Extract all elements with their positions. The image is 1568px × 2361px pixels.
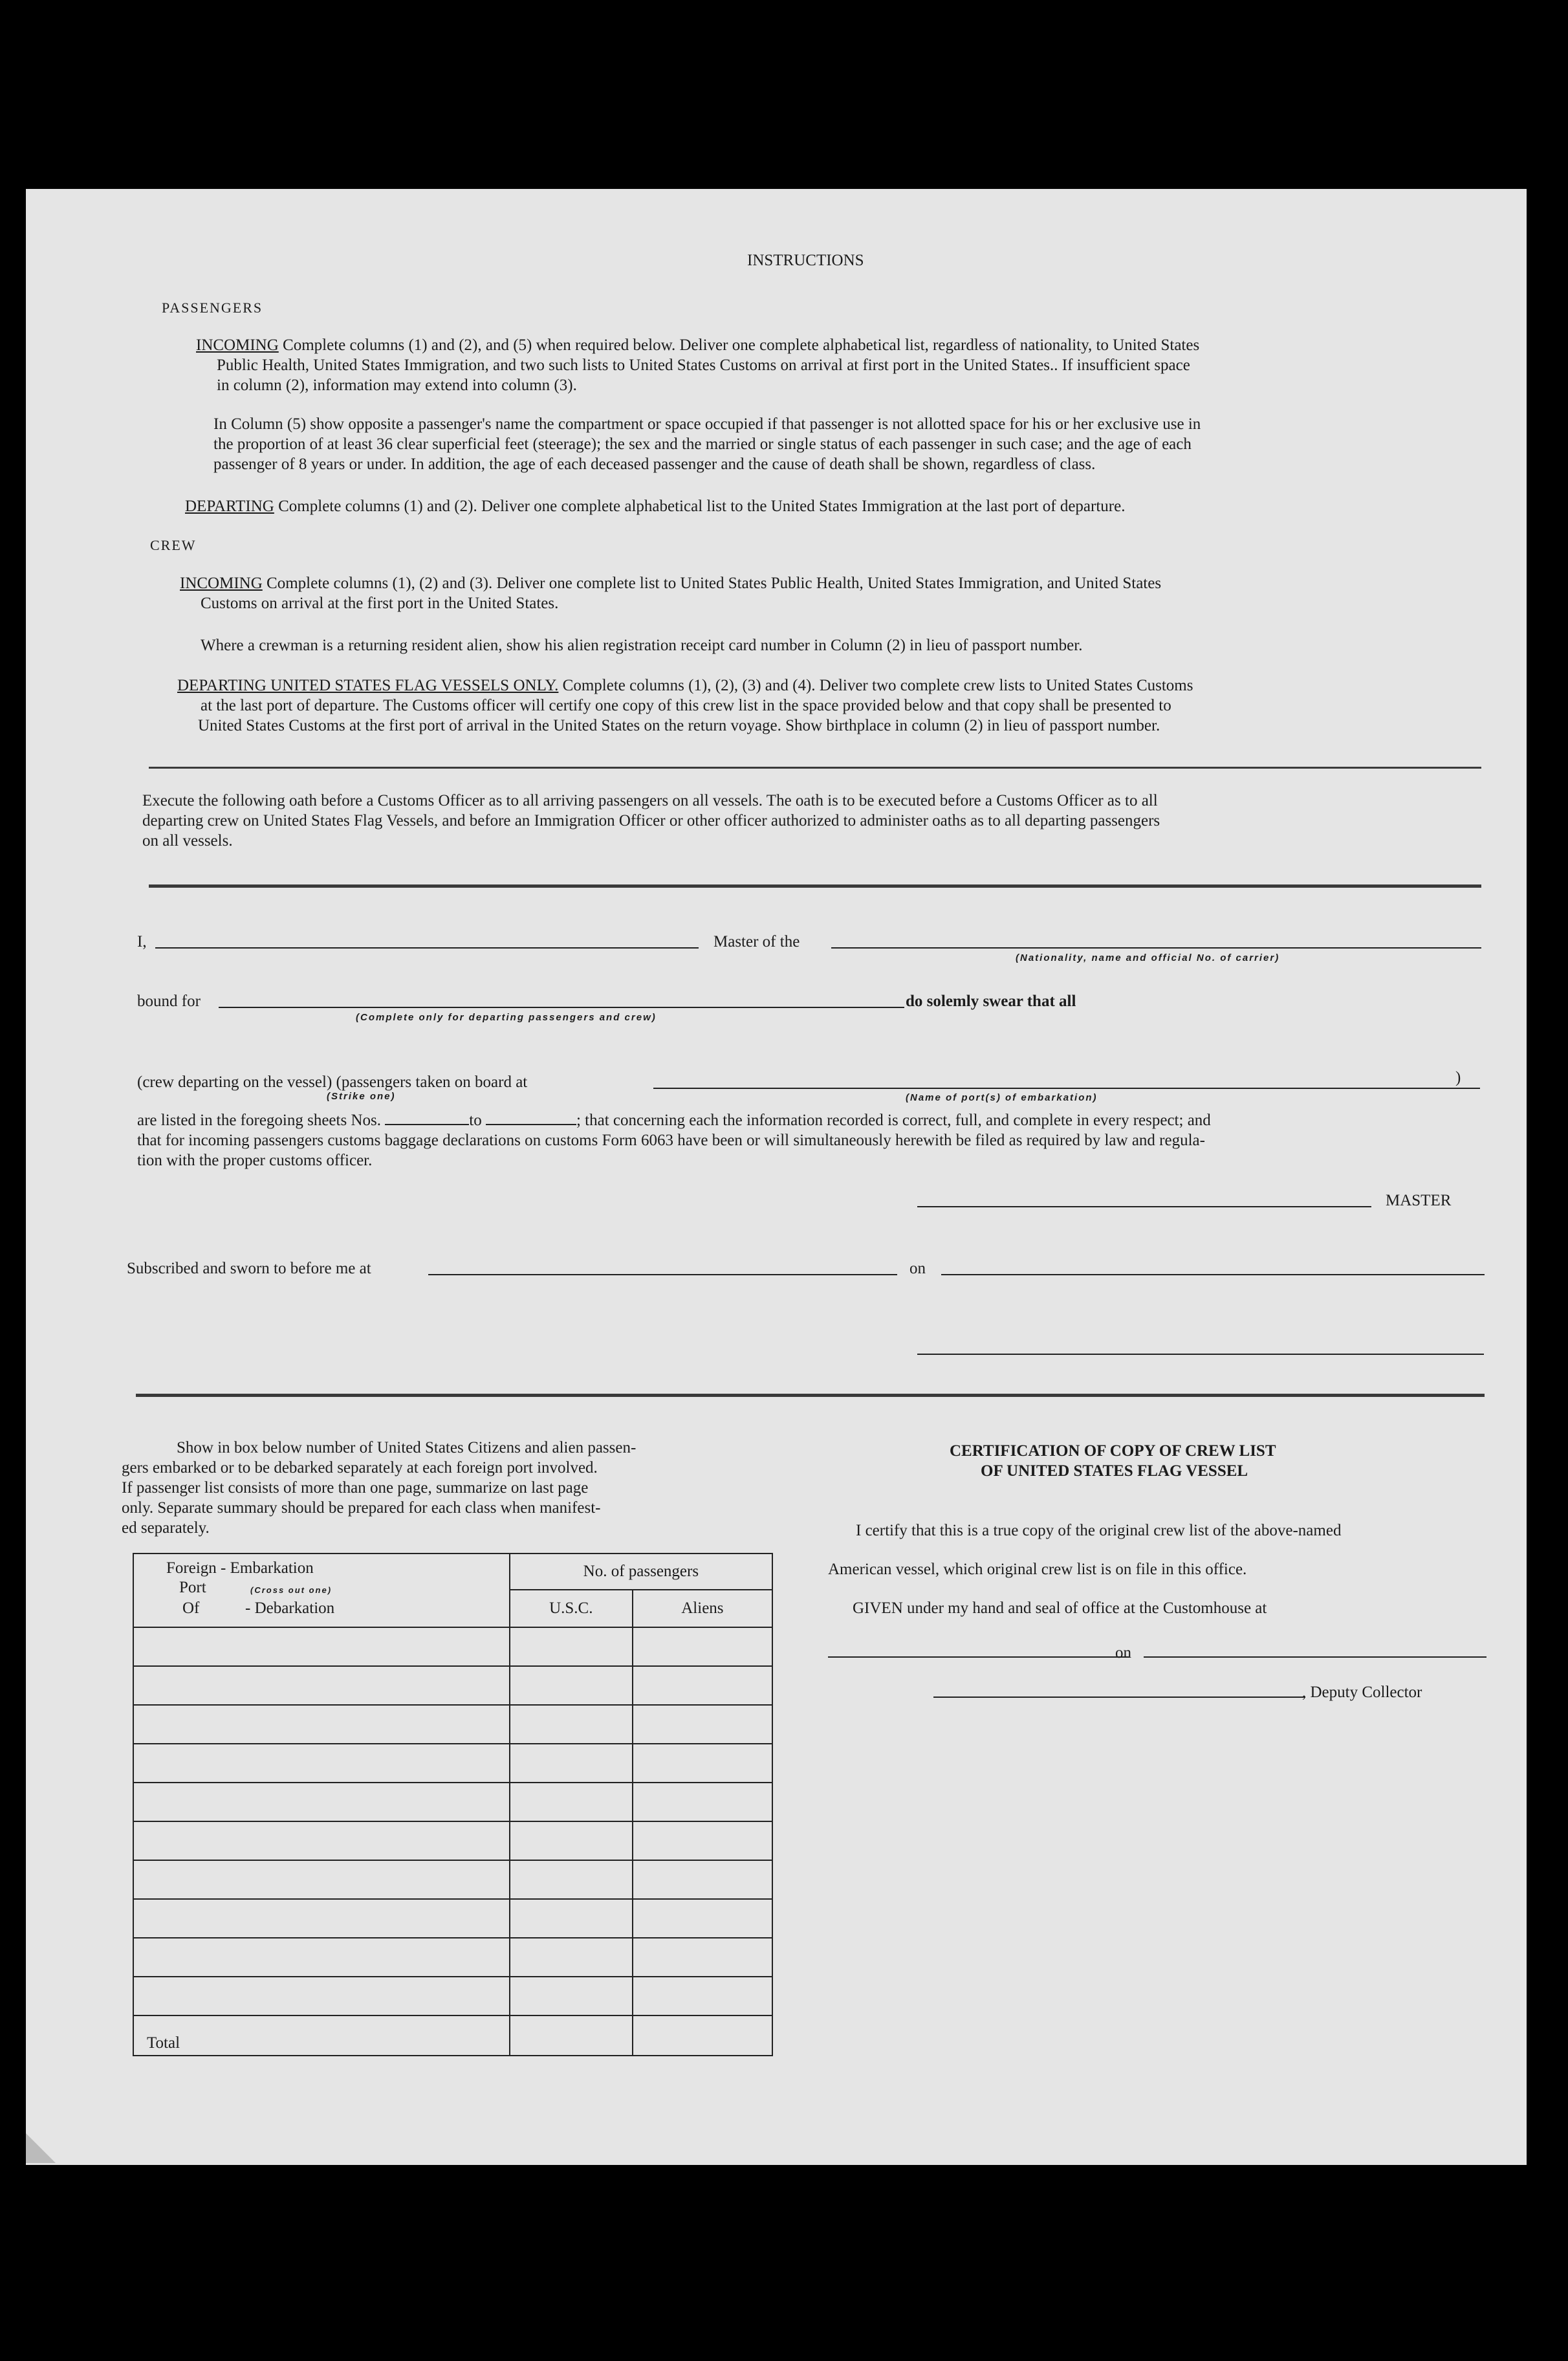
- crew-incoming-line2: Customs on arrival at the first port in the United States.: [201, 595, 559, 612]
- certification-text3: GIVEN under my hand and seal of office at the Customhouse at: [853, 1599, 1267, 1617]
- crew-incoming-line1: [180, 573, 1161, 593]
- port-cell[interactable]: [133, 1666, 510, 1705]
- table-row: [133, 1627, 772, 1666]
- listed-text-b: ; that concerning each the information recorded is correct, full, and complete in every respect; and: [576, 1112, 1211, 1129]
- port-cell[interactable]: [133, 1783, 510, 1821]
- aliens-cell[interactable]: [633, 1666, 772, 1705]
- usc-cell[interactable]: [510, 1627, 633, 1666]
- passengers-incoming-text1: Complete columns (1) and (2), and (5) when required below. Deliver one complete alphabetical list, regardless of nationality, to United States: [283, 336, 1200, 354]
- usc-cell[interactable]: [510, 1705, 633, 1744]
- crew-flag-line1: [177, 675, 1193, 696]
- column5-line3: passenger of 8 years or under. In addition, the age of each deceased passenger and the cause of death shall be shown, regardless of class.: [213, 456, 1096, 473]
- crew-flag-line2: at the last port of departure. The Customs officer will certify one copy of this crew list in the space provided below and that copy shall be presented to: [201, 697, 1171, 714]
- form-page: [26, 189, 1527, 2165]
- certification-title-line1: CERTIFICATION OF COPY OF CREW LIST: [950, 1442, 1276, 1460]
- ports-hint: (Name of port(s) of embarkation): [906, 1092, 1098, 1103]
- usc-total-cell[interactable]: [510, 2015, 633, 2056]
- table-row: [133, 1705, 772, 1744]
- usc-cell[interactable]: [510, 1938, 633, 1977]
- usc-cell[interactable]: [510, 1744, 633, 1783]
- passengers-departing-text: Complete columns (1) and (2). Deliver one complete alphabetical list to the United States Immigration at the last port of departure.: [278, 498, 1126, 515]
- aliens-cell[interactable]: [633, 1899, 772, 1938]
- close-paren: ): [1455, 1069, 1461, 1086]
- bound-for-label: bound for: [137, 993, 201, 1010]
- deputy-signature-field[interactable]: [933, 1697, 1305, 1698]
- total-label: Total: [133, 2015, 510, 2056]
- summary-line5: ed separately.: [122, 1519, 210, 1537]
- master-name-field[interactable]: [155, 947, 699, 949]
- port-header-cross: (Cross out one): [250, 1585, 332, 1595]
- aliens-header: Aliens: [633, 1590, 772, 1627]
- passengers-departing-line: [185, 496, 1125, 516]
- listed-line3: tion with the proper customs officer.: [137, 1152, 373, 1169]
- complete-hint: (Complete only for departing passengers and crew): [356, 1012, 657, 1023]
- table-row: [133, 1744, 772, 1783]
- passengers-heading: PASSENGERS: [162, 300, 263, 316]
- port-cell[interactable]: [133, 1899, 510, 1938]
- total-row: [133, 2015, 772, 2056]
- carrier-field[interactable]: [831, 947, 1481, 949]
- aliens-total-cell[interactable]: [633, 2015, 772, 2056]
- port-header-line3: - Debarkation: [245, 1599, 335, 1617]
- listed-to: to: [469, 1112, 482, 1129]
- oath-i-label: I,: [137, 933, 147, 950]
- crew-flag-label: DEPARTING UNITED STATES FLAG VESSELS ONLY.: [177, 677, 559, 694]
- port-header-line1: Foreign - Embarkation: [166, 1559, 314, 1577]
- aliens-cell[interactable]: [633, 1627, 772, 1666]
- sworn-place-field[interactable]: [428, 1274, 897, 1275]
- listed-line1: [137, 1110, 1211, 1130]
- master-signature-field[interactable]: [917, 1206, 1371, 1207]
- crew-heading: CREW: [150, 537, 197, 553]
- folded-corner: [26, 2133, 56, 2163]
- passengers-incoming-line3: in column (2), information may extend into column (3).: [217, 377, 577, 394]
- aliens-cell[interactable]: [633, 1860, 772, 1899]
- summary-line4: only. Separate summary should be prepared for each class when manifest-: [122, 1499, 601, 1517]
- port-header-cell: [133, 1554, 510, 1627]
- certification-on-label: on: [1115, 1644, 1131, 1662]
- aliens-cell[interactable]: [633, 1705, 772, 1744]
- table-row: [133, 1899, 772, 1938]
- crew-flag-line3: United States Customs at the first port of arrival in the United States on the return voyage. Show birthplace in column (2) in lieu of passport number.: [198, 717, 1160, 734]
- table-row: [133, 1821, 772, 1860]
- aliens-cell[interactable]: [633, 1744, 772, 1783]
- table-row: [133, 1783, 772, 1821]
- port-cell[interactable]: [133, 1744, 510, 1783]
- listed-text-a: are listed in the foregoing sheets Nos.: [137, 1112, 381, 1129]
- port-cell[interactable]: [133, 1860, 510, 1899]
- passenger-summary-table: [133, 1553, 773, 2056]
- deputy-collector-label: , Deputy Collector: [1302, 1684, 1422, 1701]
- usc-cell[interactable]: [510, 1860, 633, 1899]
- master-of-label: Master of the: [713, 933, 800, 950]
- passengers-departing-label: DEPARTING: [185, 498, 274, 515]
- section-divider: [149, 767, 1481, 769]
- customhouse-field[interactable]: [828, 1656, 1129, 1658]
- summary-line3: If passenger list consists of more than one page, summarize on last page: [122, 1479, 589, 1497]
- sworn-date-field[interactable]: [941, 1274, 1485, 1275]
- table-row: [133, 1977, 772, 2015]
- page-title: INSTRUCTIONS: [747, 252, 864, 269]
- oath-instruction-line1: Execute the following oath before a Customs Officer as to all arriving passengers on all vessels. The oath is to be executed before a Customs Officer as to all: [142, 792, 1158, 809]
- listed-line2: that for incoming passengers customs baggage declarations on customs Form 6063 have been or will simultaneously herewith be filed as required by law and regula-: [137, 1132, 1205, 1149]
- port-header-of: Of: [182, 1599, 200, 1617]
- nationality-hint: (Nationality, name and official No. of carrier): [1016, 952, 1280, 963]
- aliens-cell[interactable]: [633, 1783, 772, 1821]
- column5-line1: In Column (5) show opposite a passenger's name the compartment or space occupied if that passenger is not allotted space for his or her exclusive use in: [213, 415, 1201, 433]
- certification-text1: I certify that this is a true copy of the original crew list of the above-named: [856, 1522, 1342, 1539]
- bound-for-field[interactable]: [219, 1007, 904, 1008]
- crew-incoming-label: INCOMING: [180, 575, 263, 592]
- sworn-on-label: on: [909, 1260, 926, 1277]
- passengers-incoming-line1: [196, 335, 1199, 355]
- column5-line2: the proportion of at least 36 clear superficial feet (steerage); the sex and the married or single status of each passenger in such case; and the age of each: [213, 435, 1192, 453]
- port-cell[interactable]: [133, 1977, 510, 2015]
- port-cell[interactable]: [133, 1821, 510, 1860]
- table-row: [133, 1938, 772, 1977]
- table-row: [133, 1860, 772, 1899]
- port-header-port: Port: [179, 1579, 206, 1596]
- usc-header: U.S.C.: [510, 1590, 633, 1627]
- usc-cell[interactable]: [510, 1821, 633, 1860]
- sheet-from-field[interactable]: [385, 1111, 469, 1125]
- passengers-incoming-line2: Public Health, United States Immigration, and two such lists to United States Customs on arrival at first port in the United States.. If insufficient space: [217, 357, 1190, 374]
- aliens-cell[interactable]: [633, 1977, 772, 2015]
- certification-title-line2: OF UNITED STATES FLAG VESSEL: [981, 1462, 1248, 1480]
- usc-cell[interactable]: [510, 1899, 633, 1938]
- crew-alien-line: Where a crewman is a returning resident alien, show his alien registration receipt card number in Column (2) in lieu of passport number.: [201, 637, 1083, 654]
- certification-text2: American vessel, which original crew list is on file in this office.: [828, 1561, 1247, 1578]
- subscribed-label: Subscribed and sworn to before me at: [127, 1260, 371, 1277]
- summary-line1: Show in box below number of United States Citizens and alien passen-: [177, 1439, 637, 1456]
- embarkation-ports-field[interactable]: [653, 1088, 1480, 1089]
- oath-instruction-line3: on all vessels.: [142, 832, 233, 850]
- passengers-count-header: No. of passengers: [510, 1554, 772, 1590]
- section-divider: [136, 1394, 1485, 1397]
- crew-flag-text1: Complete columns (1), (2), (3) and (4). Deliver two complete crew lists to United States Customs: [562, 677, 1193, 694]
- sheet-to-field[interactable]: [486, 1111, 576, 1125]
- strike-hint: (Strike one): [327, 1091, 396, 1102]
- port-cell[interactable]: [133, 1938, 510, 1977]
- master-label: MASTER: [1386, 1192, 1452, 1209]
- section-divider: [149, 884, 1481, 888]
- crew-departing-text: (crew departing on the vessel) (passengers taken on board at: [137, 1073, 528, 1091]
- usc-cell[interactable]: [510, 1783, 633, 1821]
- table-row: [133, 1666, 772, 1705]
- passengers-incoming-label: INCOMING: [196, 336, 279, 354]
- aliens-cell[interactable]: [633, 1821, 772, 1860]
- usc-cell[interactable]: [510, 1666, 633, 1705]
- port-cell[interactable]: [133, 1627, 510, 1666]
- certification-date-field[interactable]: [1144, 1656, 1486, 1658]
- swear-text: do solemly swear that all: [906, 993, 1076, 1010]
- usc-cell[interactable]: [510, 1977, 633, 2015]
- port-cell[interactable]: [133, 1705, 510, 1744]
- oath-instruction-line2: departing crew on United States Flag Vessels, and before an Immigration Officer or other officer authorized to administer oaths as to all departing passengers: [142, 812, 1160, 829]
- aliens-cell[interactable]: [633, 1938, 772, 1977]
- crew-incoming-text1: Complete columns (1), (2) and (3). Deliver one complete list to United States Public Health, United States Immigration, and United States: [267, 575, 1162, 592]
- summary-line2: gers embarked or to be debarked separately at each foreign port involved.: [122, 1459, 598, 1477]
- officer-signature-field[interactable]: [917, 1354, 1484, 1355]
